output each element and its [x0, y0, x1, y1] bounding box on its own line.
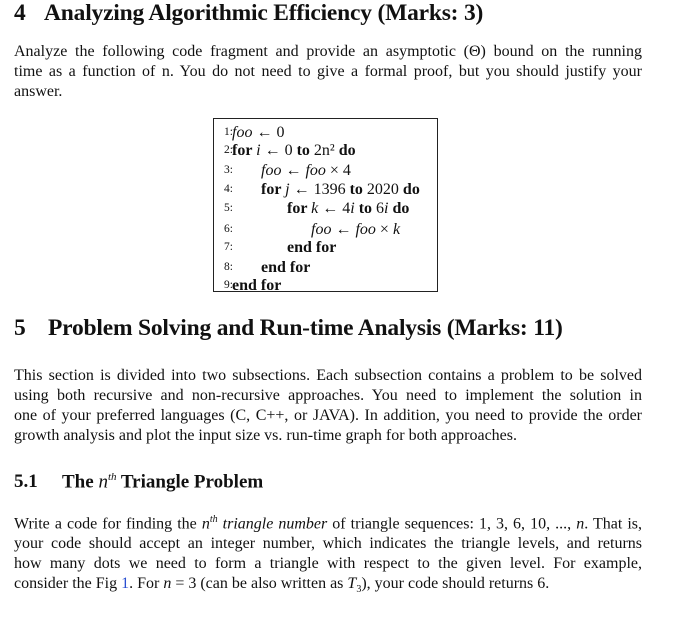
- code-text: 6: [372, 200, 385, 217]
- section-5-1-title-sup: th: [107, 471, 117, 483]
- identifier: k: [311, 200, 319, 217]
- math-n: n: [576, 515, 585, 533]
- section-4-paragraph: [14, 42, 642, 102]
- identifier: i: [384, 200, 389, 217]
- keyword: do: [392, 200, 410, 217]
- line-code: [232, 123, 284, 142]
- code-text: ← 0: [260, 142, 297, 159]
- paragraph-line: using both recursive and non-recursive approaches. You need to implement the solution in: [14, 387, 642, 404]
- text: = 3 (can be also written as: [171, 575, 348, 593]
- identifier: foo: [305, 162, 326, 179]
- identifier: k: [392, 221, 401, 238]
- identifier: i: [256, 142, 261, 159]
- math-n: n: [163, 575, 172, 593]
- keyword: for: [232, 142, 257, 159]
- math-t: T: [347, 575, 357, 593]
- line-number: 7:: [224, 241, 233, 253]
- code-text: × 4: [325, 162, 351, 179]
- text: . For: [129, 575, 164, 593]
- section-5-number: 5: [14, 315, 26, 341]
- section-5-1-heading: [14, 471, 263, 493]
- keyword: end for: [261, 259, 311, 276]
- emph-text: triangle number: [217, 515, 328, 533]
- code-text: ← 0: [252, 124, 285, 141]
- figure-link[interactable]: 1: [121, 575, 130, 593]
- line-number: 4:: [224, 183, 233, 195]
- identifier: i: [350, 200, 355, 217]
- identifier: j: [285, 181, 290, 198]
- identifier: foo: [261, 162, 282, 179]
- keyword: end for: [232, 277, 282, 294]
- keyword: end for: [287, 239, 337, 256]
- code-text: 2020: [362, 181, 403, 198]
- math-sup: th: [209, 514, 218, 525]
- paragraph-line: This section is divided into two subsections. Each subsection contains a problem to be solved: [14, 367, 642, 384]
- math-n: n: [201, 515, 210, 533]
- identifier: foo: [311, 221, 332, 238]
- line-number: 9:: [224, 279, 233, 291]
- paragraph-line: time as a function of n. You do not need to give a formal proof, but you should justify your: [14, 63, 642, 80]
- text: ), your code should returns 6.: [361, 575, 550, 593]
- line-code: [232, 141, 356, 160]
- identifier: foo: [355, 221, 376, 238]
- code-text: ←: [281, 162, 306, 179]
- line-number: 1:: [224, 126, 233, 138]
- keyword: do: [402, 181, 420, 198]
- code-text: ← 4: [318, 200, 351, 217]
- paragraph-line: growth analysis and plot the input size vs. run-time graph for both approaches.: [14, 427, 517, 444]
- section-5-heading: [14, 315, 563, 342]
- code-text: 2n²: [309, 142, 339, 159]
- paragraph-line: answer.: [14, 83, 63, 100]
- section-5-1-number: 5.1: [14, 471, 38, 493]
- paragraph-line: [14, 574, 642, 600]
- paragraph-line: your code should accept an integer number, which indicates the triangle levels, and returns: [14, 535, 642, 553]
- section-5-1-title-post: Triangle Problem: [116, 471, 264, 493]
- keyword: to: [296, 142, 310, 159]
- line-code: [311, 220, 400, 239]
- section-5-title: Problem Solving and Run-time Analysis (Marks: 11): [48, 315, 563, 341]
- keyword: for: [287, 200, 312, 217]
- line-code: [287, 238, 336, 257]
- text: consider the Fig: [14, 575, 122, 593]
- keyword: do: [338, 142, 356, 159]
- paragraph-line: one of your preferred languages (C, C++, or JAVA). In addition, you need to provide the order: [14, 407, 642, 424]
- code-text: ×: [375, 221, 393, 238]
- line-code: [261, 180, 420, 199]
- math-sub: 3: [356, 584, 362, 596]
- section-4-heading: [14, 0, 483, 27]
- line-code: [261, 258, 310, 277]
- keyword: to: [349, 181, 363, 198]
- keyword: to: [358, 200, 373, 217]
- line-number: 6:: [224, 223, 233, 235]
- code-text: ←: [331, 221, 356, 238]
- line-code: [261, 161, 351, 180]
- text: of triangle sequences: 1, 3, 6, 10, ...,: [327, 515, 577, 533]
- text: . That is,: [584, 515, 643, 533]
- code-text: ← 1396: [289, 181, 350, 198]
- line-number: 5:: [224, 202, 233, 214]
- section-5-1-title-pre: The: [62, 471, 99, 493]
- paragraph-line: how many dots we need to form a triangle with respect to the given level. For example,: [14, 555, 642, 573]
- paragraph-line: [14, 510, 642, 534]
- line-number: 2:: [224, 144, 233, 156]
- section-4-number: 4: [14, 0, 26, 26]
- section-5-1-paragraph: [14, 510, 642, 601]
- line-number: 8:: [224, 261, 233, 273]
- section-4-title: Analyzing Algorithmic Efficiency (Marks: 3): [44, 0, 484, 26]
- line-code: [287, 199, 409, 218]
- algorithm-box: [213, 118, 438, 292]
- paragraph-line: Analyze the following code fragment and provide an asymptotic (Θ) bound on the running: [14, 43, 642, 60]
- line-code: [232, 276, 281, 295]
- section-5-1-title-n: n: [98, 471, 108, 493]
- identifier: foo: [232, 124, 253, 141]
- section-5-paragraph: [14, 366, 642, 446]
- keyword: for: [261, 181, 286, 198]
- line-number: 3:: [224, 164, 233, 176]
- text: Write a code for finding the: [14, 515, 202, 533]
